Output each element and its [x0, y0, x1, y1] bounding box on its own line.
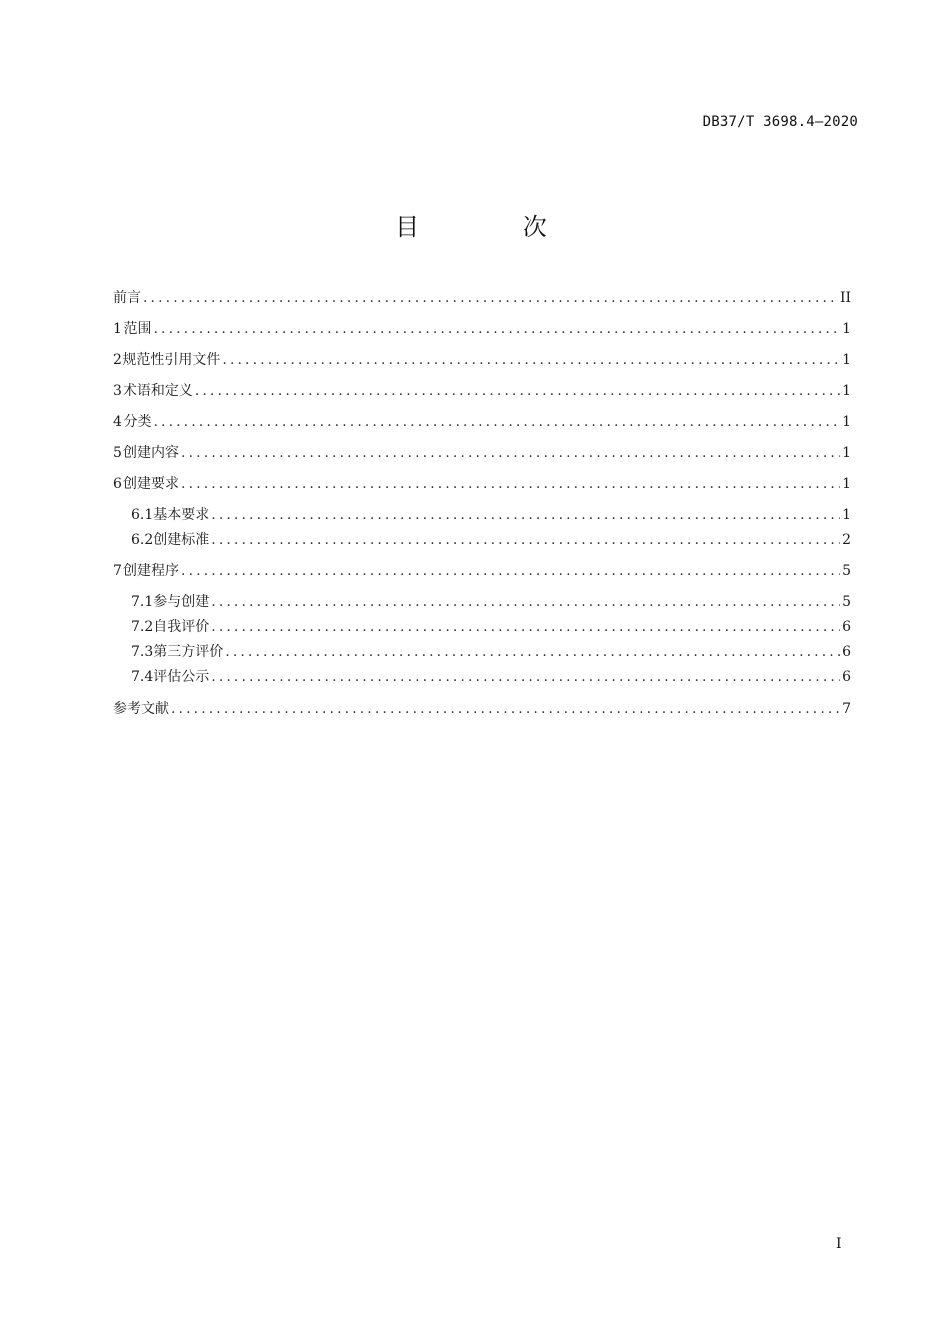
toc-entry-number: 7.3 — [131, 644, 154, 660]
toc-entry-classification[interactable] — [113, 411, 851, 433]
toc-entry-label: 创建标准 — [153, 532, 210, 548]
toc-entry-number: 6.2 — [131, 532, 154, 548]
toc-entry-number: 5 — [113, 445, 122, 461]
toc-entry-label: 第三方评价 — [153, 644, 224, 660]
toc-leader-dots — [211, 666, 840, 688]
toc-entry-foreword[interactable] — [113, 287, 851, 309]
toc-entry-normative-references[interactable] — [113, 349, 851, 371]
toc-entry-label: 创建程序 — [123, 563, 180, 579]
toc-entry-label: 规范性引用文件 — [122, 352, 221, 368]
toc-entry-number: 7.1 — [131, 594, 154, 610]
toc-leader-dots — [181, 560, 840, 582]
toc-entry-requirements[interactable] — [113, 473, 851, 495]
toc-title: 目 次 — [395, 213, 595, 241]
toc-entry-page: 1 — [842, 507, 851, 523]
document-code: DB37/T 3698.4—2020 — [702, 114, 858, 130]
toc-entry-scope[interactable] — [113, 318, 851, 340]
toc-entry-label: 范围 — [123, 321, 152, 337]
toc-leader-dots — [153, 411, 840, 433]
toc-entry-number: 6.1 — [131, 507, 154, 523]
toc-leader-dots — [143, 287, 838, 309]
toc-entry-terms-definitions[interactable] — [113, 380, 851, 402]
toc-leader-dots — [153, 318, 840, 340]
toc-entry-page: II — [839, 290, 851, 306]
toc-entry-number: 3 — [113, 383, 122, 399]
toc-leader-dots — [211, 504, 840, 526]
toc-entry-label: 参与创建 — [153, 594, 210, 610]
toc-entry-label: 分类 — [123, 414, 152, 430]
toc-leader-dots — [181, 473, 840, 495]
toc-entry-page: 1 — [842, 383, 851, 399]
toc-leader-dots — [211, 529, 840, 551]
toc-entry-label: 自我评价 — [153, 619, 210, 635]
toc-entry-page: 7 — [842, 701, 851, 717]
toc-leader-dots — [225, 641, 840, 663]
toc-entry-content[interactable] — [113, 442, 851, 464]
toc-entry-page: 6 — [842, 619, 851, 635]
toc-entry-number: 7.4 — [131, 669, 154, 685]
toc-entry-page: 2 — [842, 532, 851, 548]
toc-leader-dots — [211, 591, 840, 613]
toc-entry-page: 5 — [842, 563, 851, 579]
toc-leader-dots — [211, 616, 840, 638]
toc-entry-number: 1 — [113, 321, 122, 337]
toc-entry-page: 5 — [842, 594, 851, 610]
toc-entry-page: 1 — [842, 445, 851, 461]
toc-leader-dots — [181, 442, 840, 464]
toc-entry-page: 1 — [842, 476, 851, 492]
toc-entry-page: 6 — [842, 644, 851, 660]
toc-entry-label: 参考文献 — [113, 701, 169, 717]
toc-entry-criteria[interactable] — [131, 529, 851, 551]
toc-leader-dots — [195, 380, 840, 402]
toc-entry-basic-requirements[interactable] — [131, 504, 851, 526]
page-number: I — [836, 1236, 842, 1252]
toc-entry-label: 创建内容 — [123, 445, 180, 461]
toc-entry-page: 6 — [842, 669, 851, 685]
toc-leader-dots — [171, 698, 840, 720]
toc-entry-number: 4 — [113, 414, 122, 430]
toc-entry-number: 2 — [113, 352, 122, 368]
toc-entry-number: 7.2 — [131, 619, 154, 635]
toc-entry-third-party-evaluation[interactable] — [131, 641, 851, 663]
toc-entry-label: 基本要求 — [153, 507, 210, 523]
toc-entry-label: 前言 — [113, 290, 141, 306]
toc-leader-dots — [222, 349, 840, 371]
toc-entry-label: 术语和定义 — [122, 383, 193, 399]
toc-entry-bibliography[interactable] — [113, 698, 851, 720]
toc-entry-page: 1 — [842, 352, 851, 368]
toc-entry-page: 1 — [842, 414, 851, 430]
toc-entry-procedure[interactable] — [113, 560, 851, 582]
toc-entry-participation[interactable] — [131, 591, 851, 613]
toc-entry-number: 7 — [113, 563, 122, 579]
toc-entry-page: 1 — [842, 321, 851, 337]
toc-entry-label: 评估公示 — [153, 669, 210, 685]
toc-entry-self-evaluation[interactable] — [131, 616, 851, 638]
toc-entry-assessment-publicity[interactable] — [131, 666, 851, 688]
toc-entry-label: 创建要求 — [123, 476, 180, 492]
toc-entry-number: 6 — [113, 476, 122, 492]
